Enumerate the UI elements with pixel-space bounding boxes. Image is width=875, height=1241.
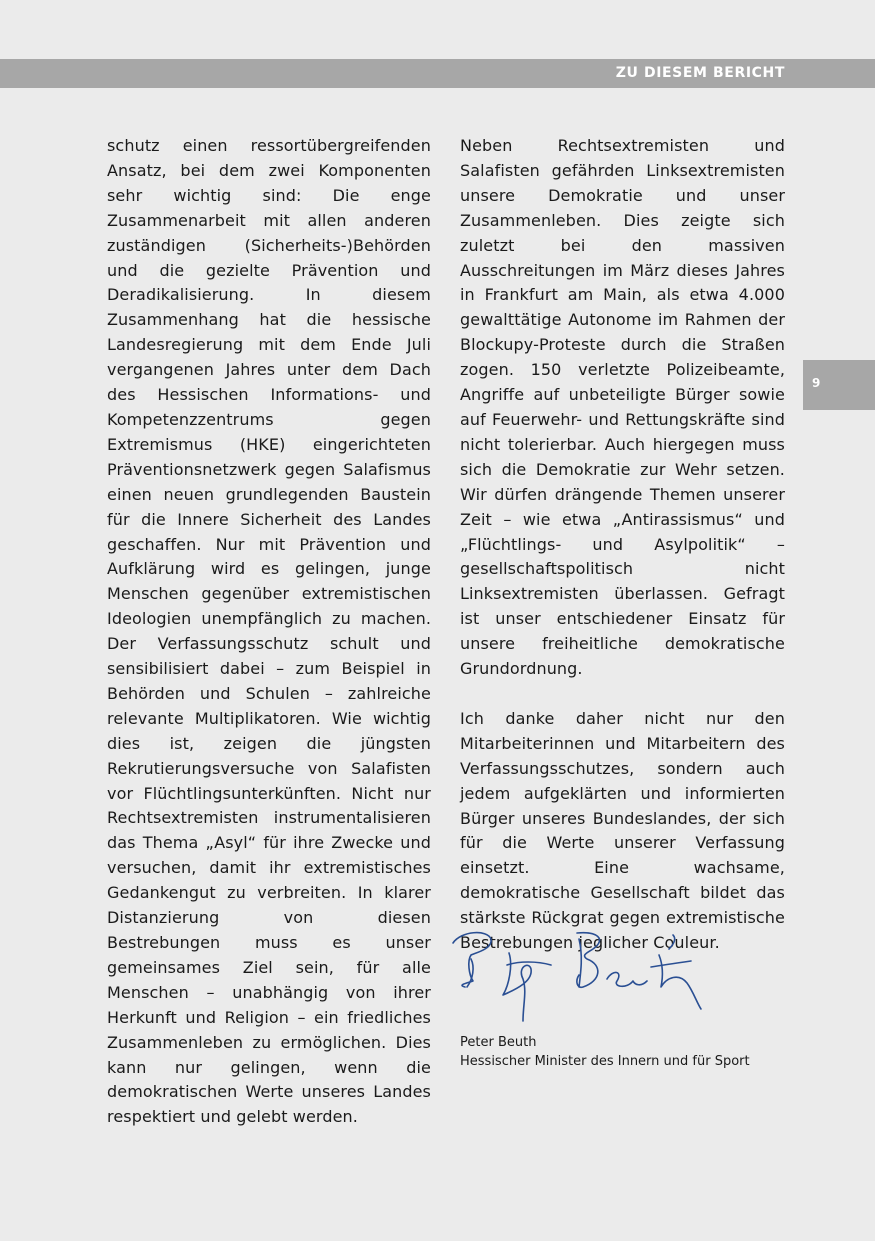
signer-title: Hessischer Minister des Innern und für Sport — [460, 1054, 750, 1069]
left-text-column — [107, 134, 431, 1130]
handwritten-signature — [447, 925, 707, 1025]
right-text-column — [460, 134, 785, 956]
signer-name: Peter Beuth — [460, 1035, 537, 1050]
left-paragraph: schutz einen ressortübergreifenden Ansatz, bei dem zwei Komponenten sehr wichtig sind: Die enge Zusammenarbeit mit allen anderen zuständigen (Sicherheits-)Behörden und die gezielte Prävention und Deradikalisierung. In diesem Zusammenhang hat die hessische Landesregierung mit dem Ende Juli vergangenen Jahres unter dem Dach des Hessischen Informations- und Kompetenzzentrums gegen Extremismus (HKE) eingerichteten Präventionsnetzwerk gegen Salafismus einen neuen grundlegenden Baustein für die Innere Sicherheit des Landes geschaffen. Nur mit Prävention und Aufklärung wird es gelingen, junge Menschen gegenüber extremistischen Ideologien unempfänglich zu machen. Der Verfassungsschutz schult und sensibilisiert dabei – zum Beispiel in Behörden und Schulen – zahlreiche relevante Multiplikatoren. Wie wichtig dies ist, zeigen die jüngsten Rekrutierungsversuche von Salafisten vor Flüchtlingsunterkünften. Nicht nur Rechtsextremisten instrumentalisieren das Thema „Asyl“ für ihre Zwecke und versuchen, damit ihr extremistisches Gedankengut zu verbreiten. In klarer Distanzierung von diesen Bestrebungen muss es unser gemeinsames Ziel sein, für alle Menschen – unabhängig von ihrer Herkunft und Religion – ein friedliches Zusammenleben zu ermöglichen. Dies kann nur gelingen, wenn die demokratischen Werte unseres Landes respektiert und gelebt werden. — [107, 136, 431, 1127]
page-number-tab — [803, 360, 875, 410]
page-number: 9 — [812, 376, 821, 390]
right-paragraph-2: Ich danke daher nicht nur den Mitarbeiterinnen und Mitarbeitern des Verfassungsschutzes, sondern auch jedem aufgeklärten und informierten Bürger unseres Bundeslandes, der sich für die Werte unserer Verfassung einsetzt. Eine wachsame, demokratische Gesellschaft bildet das stärkste Rückgrat gegen extremistische Bestrebungen jeglicher Couleur. — [460, 708, 785, 953]
right-paragraph-1: Neben Rechtsextremisten und Salafisten gefährden Linksextremisten unsere Demokratie und unser Zusammenleben. Dies zeigte sich zuletzt bei den massiven Ausschreitungen im März dieses Jahres in Frankfurt am Main, als etwa 4.000 gewalttätige Autonome im Rahmen der Blockupy-Proteste durch die Straßen zogen. 150 verletzte Polizeibeamte, Angriffe auf unbeteiligte Bürger sowie auf Feuerwehr- und Rettungskräfte sind nicht tolerierbar. Auch hiergegen muss sich die Demokratie zur Wehr setzen. Wir dürfen drängende Themen unserer Zeit – wie etwa „Antirassismus“ und „Flüchtlings- und Asylpolitik“ – gesellschaftspolitisch nicht Linksextremisten überlassen. Gefragt ist unser entschiedener Einsatz für unsere freiheitliche demokratische Grundordnung. — [460, 136, 785, 679]
header-bar — [0, 59, 875, 88]
section-title: ZU DIESEM BERICHT — [615, 65, 785, 81]
